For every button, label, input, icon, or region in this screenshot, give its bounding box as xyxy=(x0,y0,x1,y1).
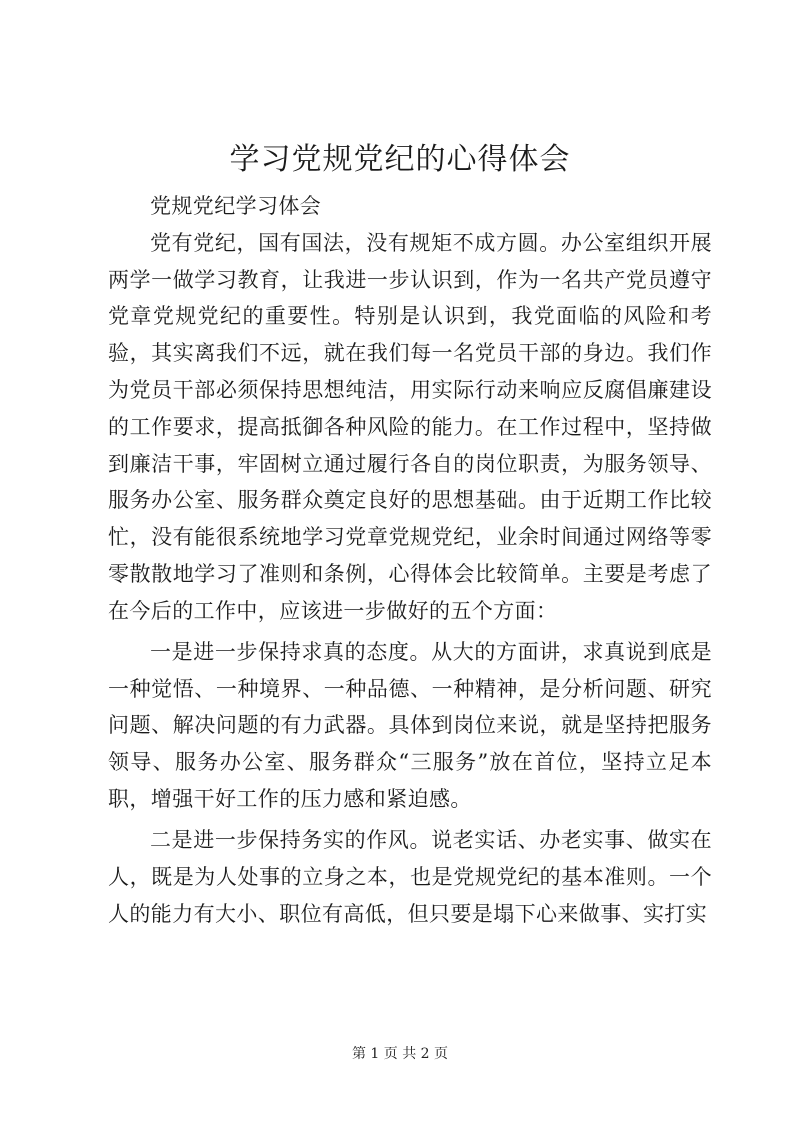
paragraph-intro: 党有党纪，国有国法，没有规矩不成方圆。办公室组织开展两学一做学习教育，让我进一步认识到，作为一名共产党员遵守党章党规党纪的重要性。特别是认识到，我党面临的风险和考验，其实离我们不远，就在我们每一名党员干部的身边。我们作为党员干部必须保持思想纯洁，用实际行动来响应反腐倡廉建设的工作要求，提高抵御各种风险的能力。在工作过程中，坚持做到廉洁干事，牢固树立通过履行各自的岗位职责，为服务领导、服务办公室、服务群众奠定良好的思想基础。由于近期工作比较忙，没有能很系统地学习党章党规党纪，业余时间通过网络等零零散散地学习了准则和条例，心得体会比较简单。主要是考虑了在今后的工作中，应该进一步做好的五个方面： xyxy=(108,230,712,623)
document-body xyxy=(108,188,712,932)
page-number-footer: 第 1 页 共 2 页 xyxy=(351,1046,449,1062)
paragraph-point-one: 一是进一步保持求真的态度。从大的方面讲，求真说到底是一种觉悟、一种境界、一种品德、一种精神，是分析问题、研究问题、解决问题的有力武器。具体到岗位来说，就是坚持把服务领导、服务办公室、服务群众“三服务”放在首位，坚持立足本职，增强干好工作的压力感和紧迫感。 xyxy=(108,639,712,811)
document-title: 学习党规党纪的心得体会 xyxy=(229,142,571,177)
paragraph-subtitle: 党规党纪学习体会 xyxy=(150,194,322,218)
paragraph-point-two: 二是进一步保持务实的作风。说老实话、办老实事、做实在人，既是为人处事的立身之本，也是党规党纪的基本准则。一个人的能力有大小、职位有高低，但只要是塌下心来做事、实打实 xyxy=(108,827,712,926)
